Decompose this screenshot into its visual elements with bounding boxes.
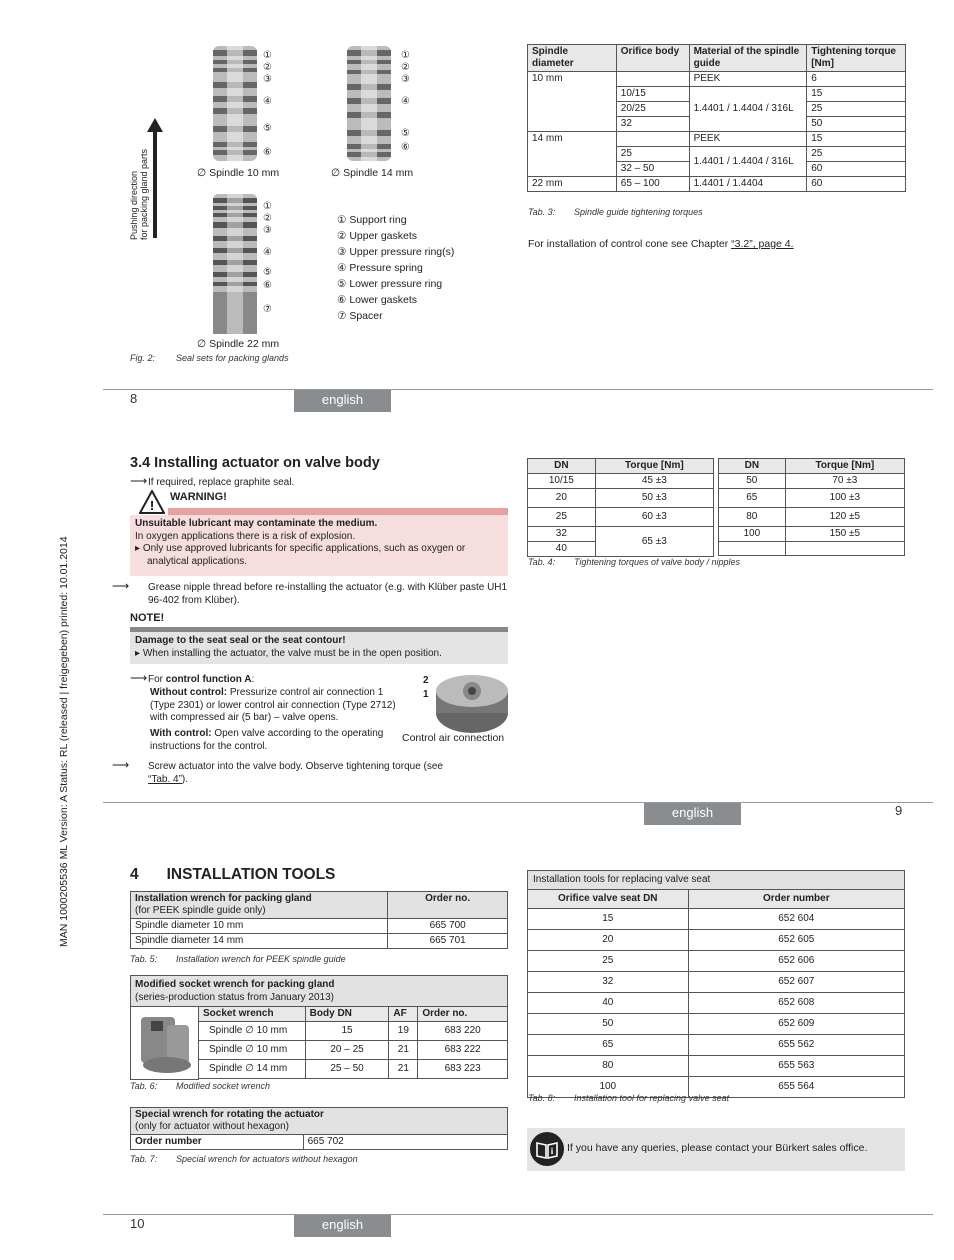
tab4-left-table: DN Torque [Nm] 10/15 45 ±3 20 50 ±3 25 60 ±3 32 65 ±3 40	[527, 458, 714, 557]
table-row: 80 120 ±5	[719, 508, 905, 527]
note-content: Damage to the seat seal or the seat contour! ▸ When installing the actuator, the valve must be in the open position.	[130, 632, 508, 664]
divider	[103, 389, 933, 390]
tab6-socket-wrench: Socket wrench Body DN AF Order no. Spindle ∅ 10 mm 15 19 683 220 Spindle ∅ 10 mm 20 – 25 21 683 222 Spindle ∅ 14 mm 25 – 50 21 683 223	[198, 1006, 508, 1079]
note-label: NOTE!	[130, 612, 165, 624]
actuator-image: 2 1	[420, 673, 510, 733]
table-row: 50 70 ±3	[719, 474, 905, 489]
table-row: 25 60 ±3	[528, 508, 714, 527]
page-number: 8	[130, 391, 138, 406]
table-row: 65 655 562	[528, 1035, 905, 1056]
arrow-right-icon: ⟶	[112, 758, 130, 772]
warning-label: WARNING!	[170, 491, 227, 503]
table-row: 20 652 605	[528, 930, 905, 951]
table-row: 50 652 609	[528, 1014, 905, 1035]
label-spindle-10: ∅ Spindle 10 mm	[197, 167, 280, 179]
tab4-link[interactable]: “Tab. 4”	[148, 773, 182, 785]
col-header: Orifice body	[616, 45, 689, 72]
step-screw-actuator: ⟶ Screw actuator into the valve body. Observe tightening torque (see “Tab. 4”).	[112, 758, 443, 785]
info-box	[527, 1128, 905, 1171]
info-book-icon	[529, 1131, 565, 1167]
tab5-installation-wrench: Installation wrench for packing gland (for PEEK spindle guide only) Order no. Spindle diameter 10 mm 665 700 Spindle diameter 14 mm 665 701	[130, 891, 508, 949]
legend-item: ⑤ Lower pressure ring	[337, 278, 443, 290]
table-row: 14 mm PEEK 15	[528, 132, 906, 147]
legend-item: ⑥ Lower gaskets	[337, 294, 418, 306]
section-4-title: 4 INSTALLATION TOOLS	[130, 866, 336, 883]
tab4-caption: Tab. 4: Tightening torques of valve body / nipples	[528, 557, 741, 567]
table-row: 10 mm PEEK 6	[528, 72, 906, 87]
fig2-seal-sets	[125, 40, 515, 370]
col-header: Material of the spindle guide	[689, 45, 807, 72]
legend-item: ④ Pressure spring	[337, 262, 423, 274]
step-grease-nipple: ⟶ Grease nipple thread before re-installing the actuator (e.g. with Klüber paste UH1 96-402 from Klüber).	[112, 579, 508, 606]
fig2-caption: Fig. 2: Seal sets for packing glands	[130, 353, 289, 363]
seal-c-numbers: ① ② ③ ④ ⑤ ⑥ ⑦	[263, 201, 272, 315]
table-row: 10/15 1.4401 / 1.4404 / 316L 15	[528, 87, 906, 102]
table-row: 10/15 45 ±3	[528, 474, 714, 489]
step-control-function: ⟶For control function A:	[130, 671, 255, 685]
chapter-link[interactable]: “3.2”, page 4.	[731, 238, 794, 250]
col-header: Spindle diameter	[528, 45, 617, 72]
tab8-caption: Tab. 8: Installation tool for replacing valve seat	[528, 1093, 730, 1103]
fig2-legend	[337, 212, 454, 324]
table-row: Order number 665 702	[131, 1135, 508, 1150]
legend-item: ① Support ring	[337, 214, 407, 226]
tab6-header: Modified socket wrench for packing gland (series-production status from January 2013)	[130, 975, 508, 1007]
seal-b-numbers: ① ② ③ ④ ⑤ ⑥	[401, 50, 410, 153]
table-row: 22 mm 65 – 100 1.4401 / 1.4404 60	[528, 177, 906, 192]
table-row: 25 1.4401 / 1.4404 / 316L 25	[528, 147, 906, 162]
warning-bar	[168, 508, 508, 515]
push-direction-label: Pushing direction for packing gland parts	[129, 148, 149, 240]
legend-item: ② Upper gaskets	[337, 230, 418, 242]
table-row: Spindle ∅ 14 mm 25 – 50 21 683 223	[199, 1060, 508, 1079]
arrow-right-icon: ⟶	[130, 671, 148, 685]
seal-set-10mm-image	[209, 46, 267, 161]
table-row: 40	[528, 542, 714, 557]
table-row: 80 655 563	[528, 1056, 905, 1077]
info-text: If you have any queries, please contact your Bürkert sales office.	[567, 1142, 868, 1154]
step-replace-seal: ⟶If required, replace graphite seal.	[130, 474, 295, 488]
socket-wrench-image-cell	[130, 1006, 199, 1080]
arrow-right-icon: ⟶	[130, 474, 148, 488]
table-row: 25 652 606	[528, 951, 905, 972]
table-row: 100 655 564	[528, 1077, 905, 1098]
legend-item: ⑦ Spacer	[337, 310, 383, 322]
tab7-special-wrench: Special wrench for rotating the actuator (only for actuator without hexagon) Order number 665 702	[130, 1107, 508, 1150]
table-row: Spindle diameter 14 mm 665 701	[131, 934, 508, 949]
with-control-text: With control: Open valve according to the operating instructions for the control.	[150, 728, 384, 752]
actuator-photo	[432, 673, 508, 733]
col-header: Tightening torque [Nm]	[807, 45, 906, 72]
table-row: 32 – 50 60	[528, 162, 906, 177]
table-row: Spindle ∅ 10 mm 20 – 25 21 683 222	[199, 1041, 508, 1060]
section-3-4-title: 3.4 Installing actuator on valve body	[130, 455, 380, 471]
label-spindle-14: ∅ Spindle 14 mm	[331, 167, 414, 179]
legend-item: ③ Upper pressure ring(s)	[337, 246, 455, 258]
svg-text:!: !	[149, 498, 155, 513]
warning-content: Unsuitable lubricant may contaminate the medium. In oxygen applications there is a risk of explosion. ▸ Only use approved lubricants for specific applications, such as oxygen or analytical applications.	[130, 515, 508, 576]
language-tab: english	[644, 803, 741, 825]
tab7-caption: Tab. 7: Special wrench for actuators without hexagon	[130, 1154, 358, 1164]
label-spindle-22: ∅ Spindle 22 mm	[197, 338, 280, 350]
table-row: 20 50 ±3	[528, 489, 714, 508]
table-row: Spindle diameter 10 mm 665 700	[131, 919, 508, 934]
push-arrow-icon	[147, 118, 163, 238]
page-number: 10	[130, 1216, 145, 1231]
tab5-caption: Tab. 5: Installation wrench for PEEK spindle guide	[130, 954, 346, 964]
table-row: 40 652 608	[528, 993, 905, 1014]
table-row: 32 65 ±3	[528, 527, 714, 542]
control-cone-reference: For installation of control cone see Chapter “3.2”, page 4.	[528, 238, 794, 250]
svg-text:i: i	[550, 1146, 554, 1156]
table-row: 32 652 607	[528, 972, 905, 993]
table-row: Spindle ∅ 10 mm 15 19 683 220	[199, 1022, 508, 1041]
warning-triangle-icon	[139, 490, 165, 514]
socket-wrench-icon	[137, 1011, 195, 1077]
divider	[103, 1214, 933, 1215]
table-row: 100 150 ±5	[719, 527, 905, 542]
tab8-valve-seat-tools: Installation tools for replacing valve seat Orifice valve seat DN Order number 15 652 604 20 652 605 25 652 606 32 652 607 40 652 608 50 652 609 65 655 562 80 655 563 100 655 564	[527, 870, 905, 1098]
side-document-id: MAN 1000205536 ML Version: A Status: RL (released | freigegeben) printed: 10.01.2014	[58, 536, 70, 947]
seal-set-14mm-image	[343, 46, 401, 161]
divider	[103, 802, 933, 803]
table-row: 20/25 25	[528, 102, 906, 117]
tab3-spindle-torque-table	[527, 44, 906, 192]
seal-set-22mm-image	[209, 194, 267, 334]
actuator-image-caption: Control air connection	[402, 732, 505, 744]
without-control-text: Without control: Pressurize control air connection 1 (Type 2301) or lower control air connection (Type 2712) with compressed air (5 bar) – valve opens.	[150, 687, 396, 723]
tab6-caption: Tab. 6: Modified socket wrench	[130, 1081, 271, 1091]
page-number: 9	[895, 803, 903, 818]
table-row: 65 100 ±3	[719, 489, 905, 508]
table-row: 15 652 604	[528, 909, 905, 930]
arrow-right-icon: ⟶	[112, 579, 130, 593]
tab4-right-table: DN Torque [Nm] 50 70 ±3 65 100 ±3 80 120 ±5 100 150 ±5	[718, 458, 905, 556]
seal-a-numbers: ① ② ③ ④ ⑤ ⑥	[263, 50, 272, 158]
table-row: 32 50	[528, 117, 906, 132]
language-tab: english	[294, 390, 391, 412]
tab3-caption: Tab. 3: Spindle guide tightening torques	[528, 207, 703, 217]
language-tab: english	[294, 1215, 391, 1237]
